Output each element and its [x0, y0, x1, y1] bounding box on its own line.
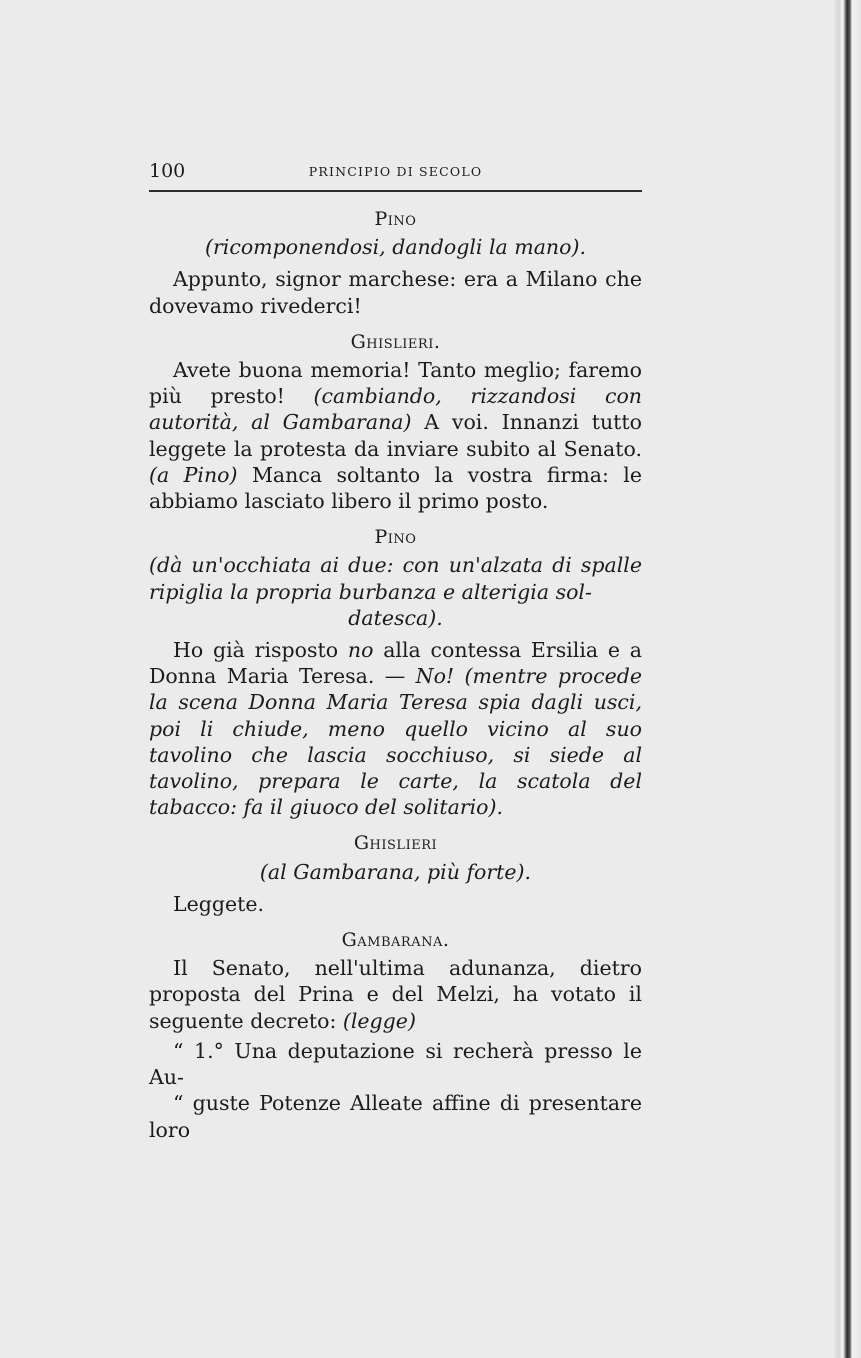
quoted-decree-line: “ 1.° Una deputazione si recherà presso le Au-: [149, 1038, 642, 1090]
running-title: PRINCIPIO DI SECOLO: [308, 164, 483, 179]
speaker-name: Ghislieri: [353, 832, 438, 855]
emphasis-text: No!: [415, 664, 455, 689]
speaker-name: Pino: [374, 526, 417, 549]
stage-direction: [149, 552, 642, 631]
stage-direction-inline: (cambiando, rizzandosi con autorità, al Gambarana): [149, 384, 642, 435]
emphasis-text: no: [347, 638, 374, 663]
dialogue-text: Ho già risposto: [173, 638, 348, 663]
dialogue-paragraph: [149, 637, 642, 820]
stage-direction: (ricomponendosi, dandogli la mano).: [205, 235, 586, 260]
dialogue-text: alla contessa Ersilia e a Donna Maria Teresa. —: [149, 638, 642, 689]
running-head: [149, 160, 642, 184]
book-spine-edge: [833, 0, 861, 1358]
stage-direction-inline: (a Pino): [149, 462, 238, 487]
dialogue-text: Il Senato, nell'ultima adunanza, dietro proposta del Prina e del Melzi, ha votato il seguente decreto:: [149, 956, 642, 1033]
dialogue-text: Avete buona memoria! Tanto meglio; faremo più presto!: [149, 358, 642, 409]
dialogue-text: A voi. Innanzi tutto leggete la protesta da inviare subito al Senato.: [149, 410, 642, 461]
stage-direction: (al Gambarana, più forte).: [259, 859, 532, 884]
page-body: [149, 206, 642, 1143]
quoted-decree-line: “ guste Potenze Alleate affine di presentare loro: [149, 1091, 642, 1142]
dialogue-paragraph: [149, 955, 642, 1034]
stage-direction-inline: (legge): [342, 1008, 416, 1033]
dialogue-text: [454, 664, 464, 688]
dialogue-text: Manca soltanto la vostra firma: le abbiamo lasciato libero il primo posto.: [149, 462, 642, 514]
speaker-name: Pino: [374, 208, 417, 230]
dialogue-paragraph: [149, 357, 642, 514]
speaker-name: Ghislieri.: [350, 330, 441, 353]
dialogue-paragraph: Appunto, signor marchese: era a Milano che dovevamo rivederci!: [149, 267, 642, 318]
stage-direction-inline: (mentre procede la scena Donna Maria Teresa spia dagli usci, poi li chiude, meno quello vicino al suo tavolino che lascia socchiuso, si siede al tavolino, prepara le carte, la scatola del tabacco: fa il giuoco del solitario).: [149, 664, 642, 820]
header-rule: [149, 190, 642, 192]
dialogue-paragraph: Leggete.: [173, 891, 265, 916]
speaker-name: Gambarana.: [341, 929, 450, 952]
page-number: 100: [149, 160, 186, 182]
stage-direction-end: datesca).: [348, 605, 443, 630]
stage-direction-text: (dà un'occhiata ai due: con un'alzata di spalle ripiglia la propria burbanza e alterigia sol-: [149, 553, 642, 604]
